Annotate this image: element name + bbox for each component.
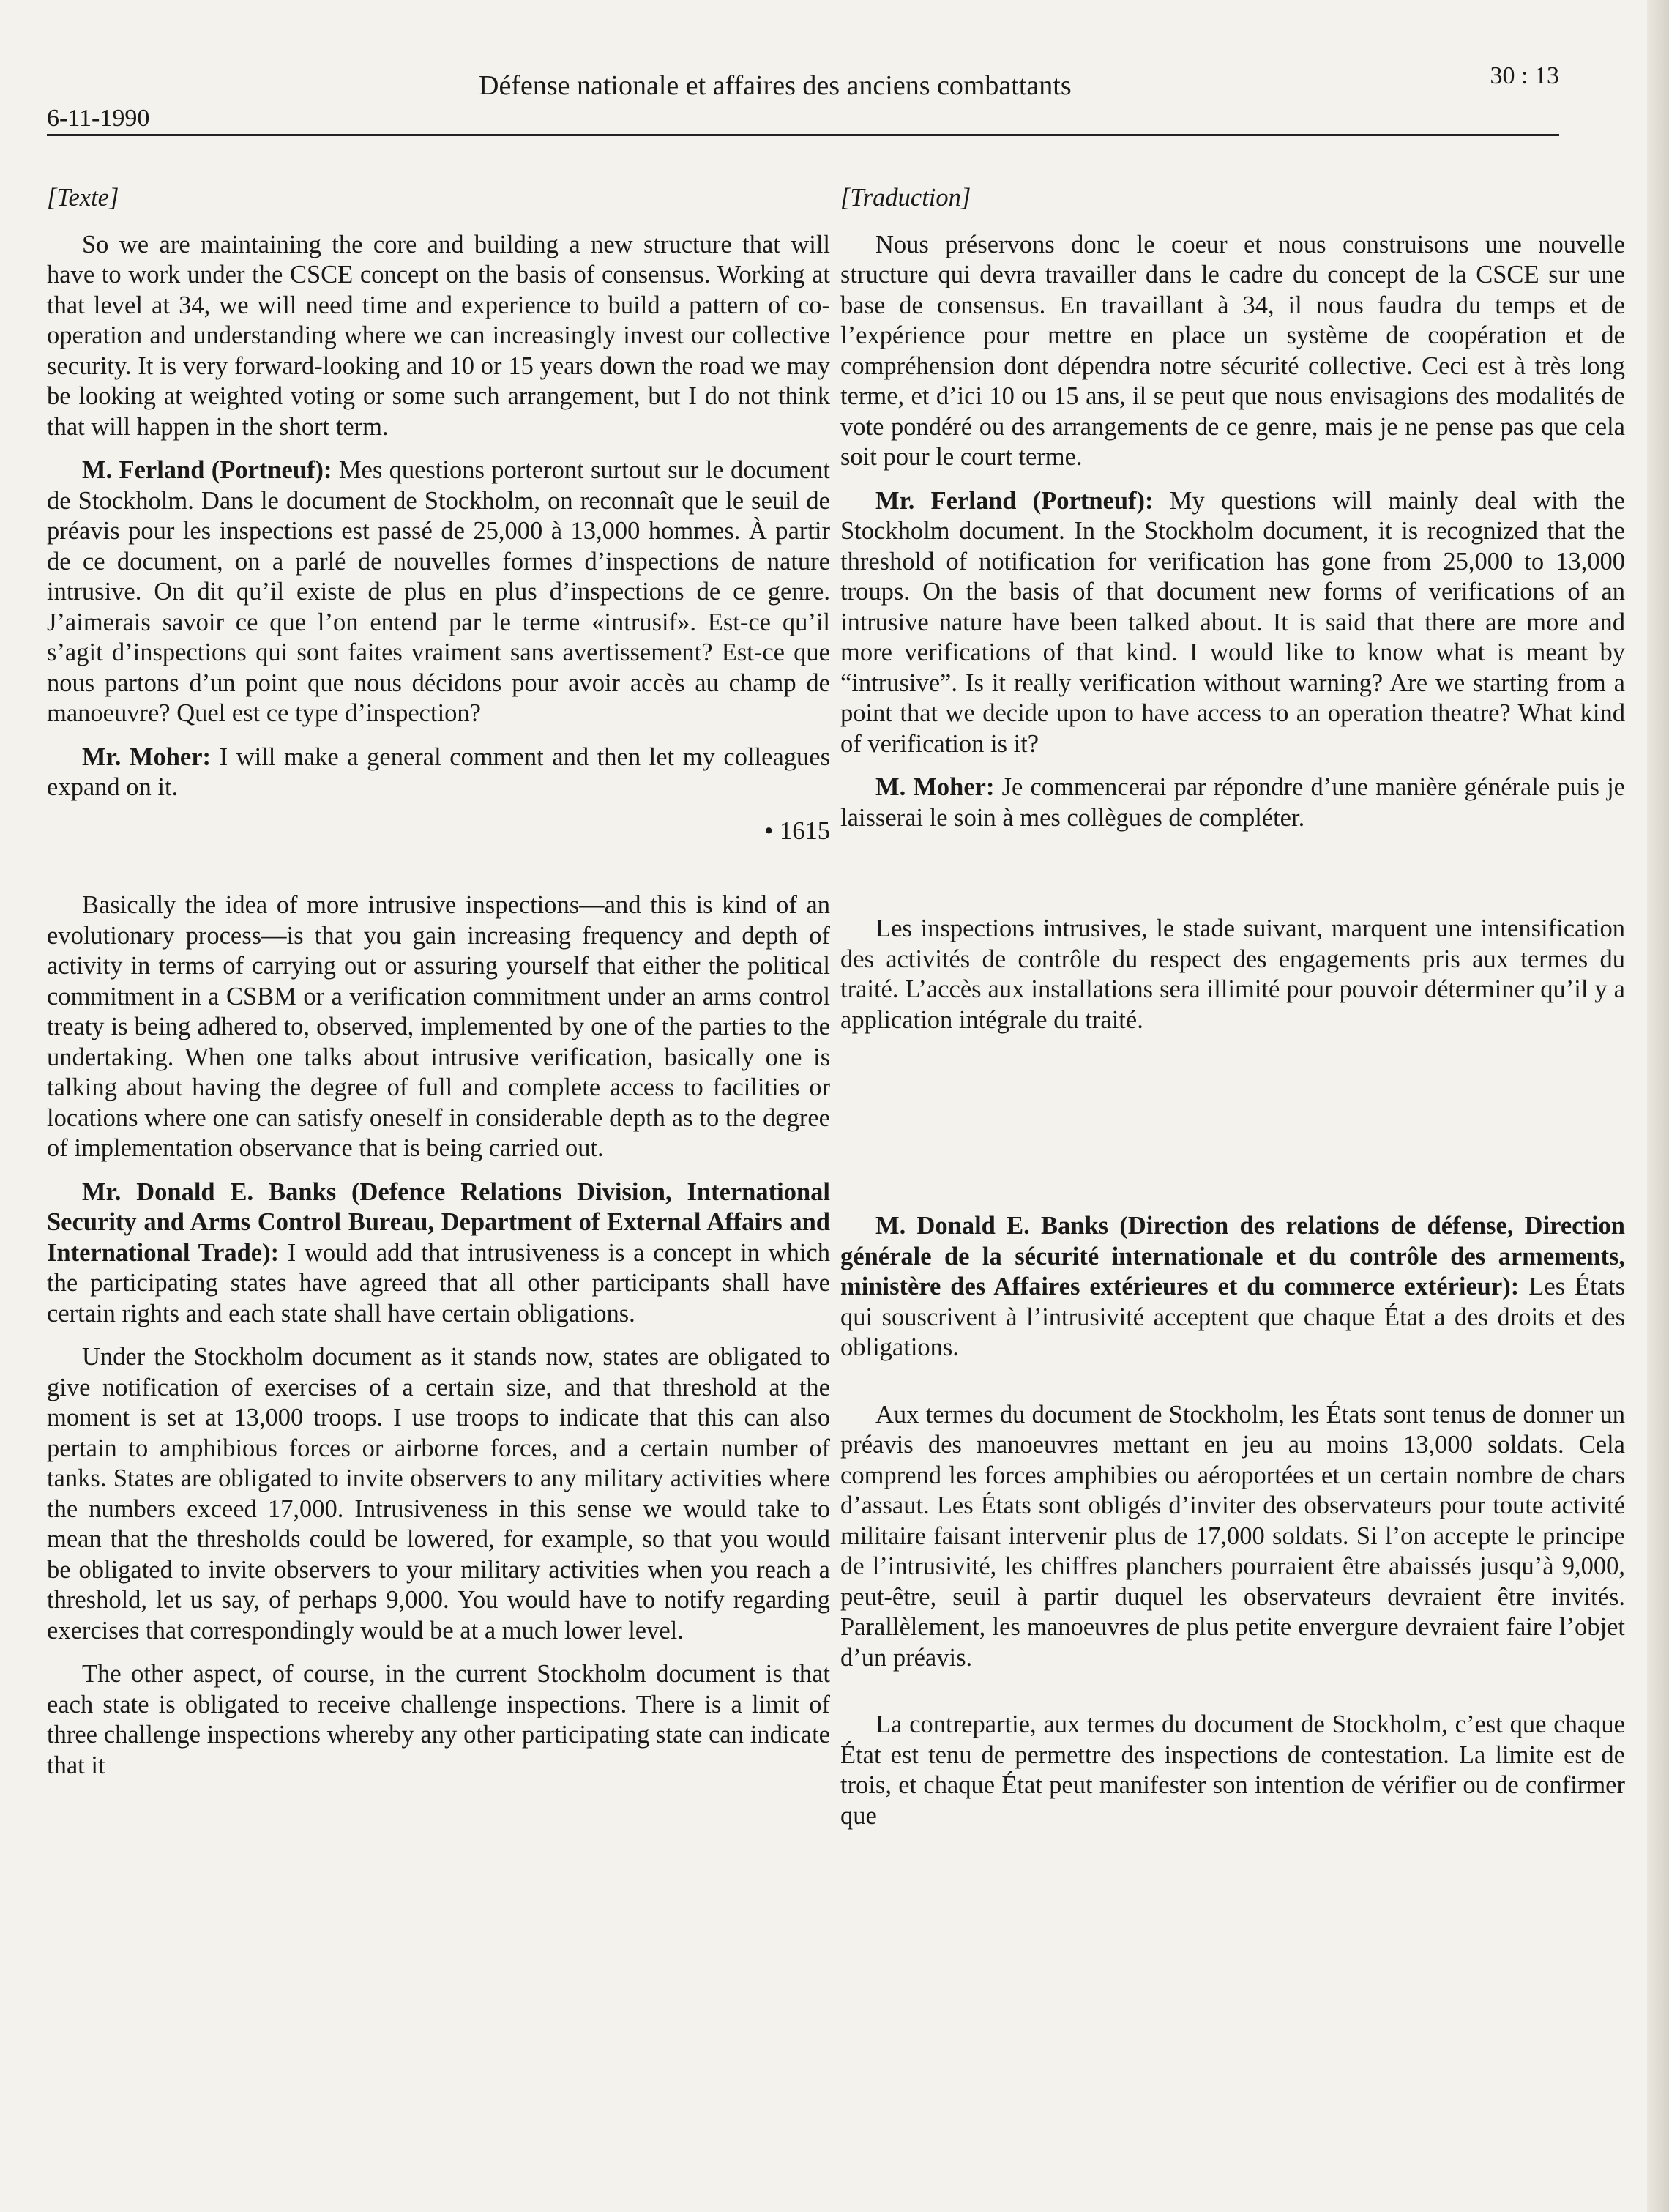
paragraph	[840, 1211, 1625, 1363]
paragraph: Les inspections intrusives, le stade suivant, marquent une intensification des activités de contrôle du respect des engagements pris aux termes du traité. L’accès aux installations sera illimité pour pouvoir déterminer qu’il y a application intégrale du traité.	[840, 915, 1625, 1034]
speech-text: Je commencerai par répondre d’une manière générale puis je laisserai le soin à mes collègues de compléter.	[840, 773, 1625, 832]
speaker-name: Mr. Ferland (Portneuf):	[875, 486, 1154, 515]
speech-text: Les États qui souscrivent à l’intrusivité acceptent que chaque État a des droits et des obligations.	[840, 1273, 1626, 1361]
paragraph: Aux termes du document de Stockholm, les États sont tenus de donner un préavis des manoeuvres mettant en jeu au moins 13,000 soldats. Cela comprend les forces amphibies ou aéroportées et un certain nombre de chars d’assaut. Les États sont obligés d’inviter des observateurs pour toute activité militaire faisant intervenir plus de 17,000 soldats. Si l’on accepte le principe de l’intrusivité, les chiffres planchers pourraient être abaissés jusqu’à 9,000, peut-être, seuil à partir duquel les observateurs devraient être invités. Parallèlement, les manoeuvres de plus petite envergure devraient faire l’objet d’un préavis.	[840, 1400, 1625, 1672]
paragraph: So we are maintaining the core and building a new structure that will have to work under the CSCE concept on the basis of consensus. Working at that level at 34, we will need time and experience to build a pattern of co-operation and understanding where we can increasingly invest our collective security. It is very forward-looking and 10 or 15 years down the road we may be looking at weighted voting or some such arrangement, but I do not think that will happen in the short term.	[47, 230, 830, 441]
page-edge-shadow	[1647, 0, 1669, 2212]
english-column	[47, 183, 830, 1794]
speaker-name: M. Donald E. Banks (Direction des relations de défense, Direction générale de la sécurité internationale et du contrôle des armements, ministère des Affaires extérieures et du commerce extérieur):	[840, 1212, 1625, 1300]
paragraph	[47, 1177, 830, 1330]
paragraph	[47, 742, 830, 803]
paragraph	[840, 772, 1625, 833]
speaker-name: Mr. Moher:	[82, 742, 212, 771]
page-header	[47, 62, 1559, 143]
speech-text: Mes questions porteront surtout sur le document de Stockholm. Dans le document de Stockholm, on reconnaît que le seuil de préavis pour les inspections est passé de 25,000 à 13,000 hommes. À partir de ce document, on a parlé de nouvelles formes d’inspections de nature intrusive. On dit qu’il existe de plus en plus d’inspections de ce genre. J’aimerais savoir ce que l’on entend par le terme «intrusif». Est-ce qu’il s’agit d’inspections qui sont faites vraiment sans avertissement? Est-ce que nous partons d’un point que nous décidons pour avoir accès au champ de manoeuvre? Quel est ce type d’inspection?	[47, 456, 830, 727]
speaker-name: Mr. Donald E. Banks (Defence Relations Division, International Security and Arms Control Bureau, Department of External Affairs and International Trade):	[47, 1177, 830, 1267]
language-tag: [Texte]	[47, 184, 119, 212]
speech-text: I will make a general comment and then let my colleagues expand on it.	[47, 742, 831, 801]
header-title: Défense nationale et affaires des anciens combattants	[479, 70, 1072, 101]
paragraph: The other aspect, of course, in the current Stockholm document is that each state is obligated to receive challenge inspections. There is a limit of three challenge inspections whereby any other participating state can indicate that it	[47, 1660, 830, 1779]
paragraph: La contrepartie, aux termes du document de Stockholm, c’est que chaque État est tenu de permettre des inspections de contestation. La limite est de trois, et chaque État peut manifester son intention de vérifier ou de confirmer que	[840, 1710, 1625, 1830]
time-marker: • 1615	[764, 816, 830, 845]
french-column	[840, 183, 1625, 1844]
paragraph	[47, 455, 830, 729]
paragraph: Basically the idea of more intrusive inspections—and this is kind of an evolutionary process—is that you gain increasing frequency and depth of activity in terms of carrying out or assuring yourself that either the political commitment in a CSBM or a verification commitment under an arms control treaty is being adhered to, observed, implemented by one of the parties to the undertaking. When one talks about intrusive verification, basically one is talking about having the degree of full and complete access to facilities or locations where one can satisfy oneself in considerable depth as to the degree of implementation observance that is being carried out.	[47, 891, 830, 1162]
speech-text: My questions will mainly deal with the Stockholm document. In the Stockholm document, it is recognized that the threshold of notification for verification has gone from 25,000 to 13,000 troups. On the basis of that document new forms of verifications of an intrusive nature have been talked about. It is said that there are more and more verifications of that kind. I would like to know what is meant by “intrusive”. Is it really verification without warning? Are we starting from a point that we decide upon to have access to an operation theatre? What kind of verification is it?	[840, 486, 1625, 758]
header-rule	[47, 134, 1559, 136]
speech-text: I would add that intrusiveness is a concept in which the participating states have agreed that all other participants shall have certain rights and each state shall have certain obligations.	[47, 1238, 830, 1327]
speaker-name: M. Ferland (Portneuf):	[82, 456, 332, 484]
paragraph: Nous préservons donc le coeur et nous construisons une nouvelle structure qui devra travailler dans le cadre du concept de la CSCE sur une base de consensus. En travaillant à 34, il nous faudra du temps et de l’expérience pour mettre en place un système de coopération et de compréhension dont dépendra notre sécurité collective. Ceci est à très long terme, et d’ici 10 ou 15 ans, il se peut que nous envisagions des modalités de vote pondéré ou des arrangements de ce genre, mais je ne pense pas que cela soit pour le court terme.	[840, 230, 1625, 471]
header-page-number: 30 : 13	[1490, 62, 1559, 89]
speaker-name: M. Moher:	[875, 773, 995, 801]
header-date: 6-11-1990	[47, 105, 150, 132]
paragraph	[840, 486, 1625, 760]
language-tag: [Traduction]	[840, 184, 971, 212]
paragraph: Under the Stockholm document as it stands now, states are obligated to give notification of exercises of a certain size, and that threshold at the moment is set at 13,000 troops. I use troops to indicate that this can also pertain to amphibious forces or airborne forces, and a certain number of tanks. States are obligated to invite observers to any military activities where the numbers exceed 17,000. Intrusiveness in this sense we would take to mean that the thresholds could be lowered, for example, so that you would be obligated to invite observers to your military activities when you reach a threshold, let us say, of perhaps 9,000. You would have to notify regarding exercises that correspondingly would be at a much lower level.	[47, 1343, 830, 1645]
